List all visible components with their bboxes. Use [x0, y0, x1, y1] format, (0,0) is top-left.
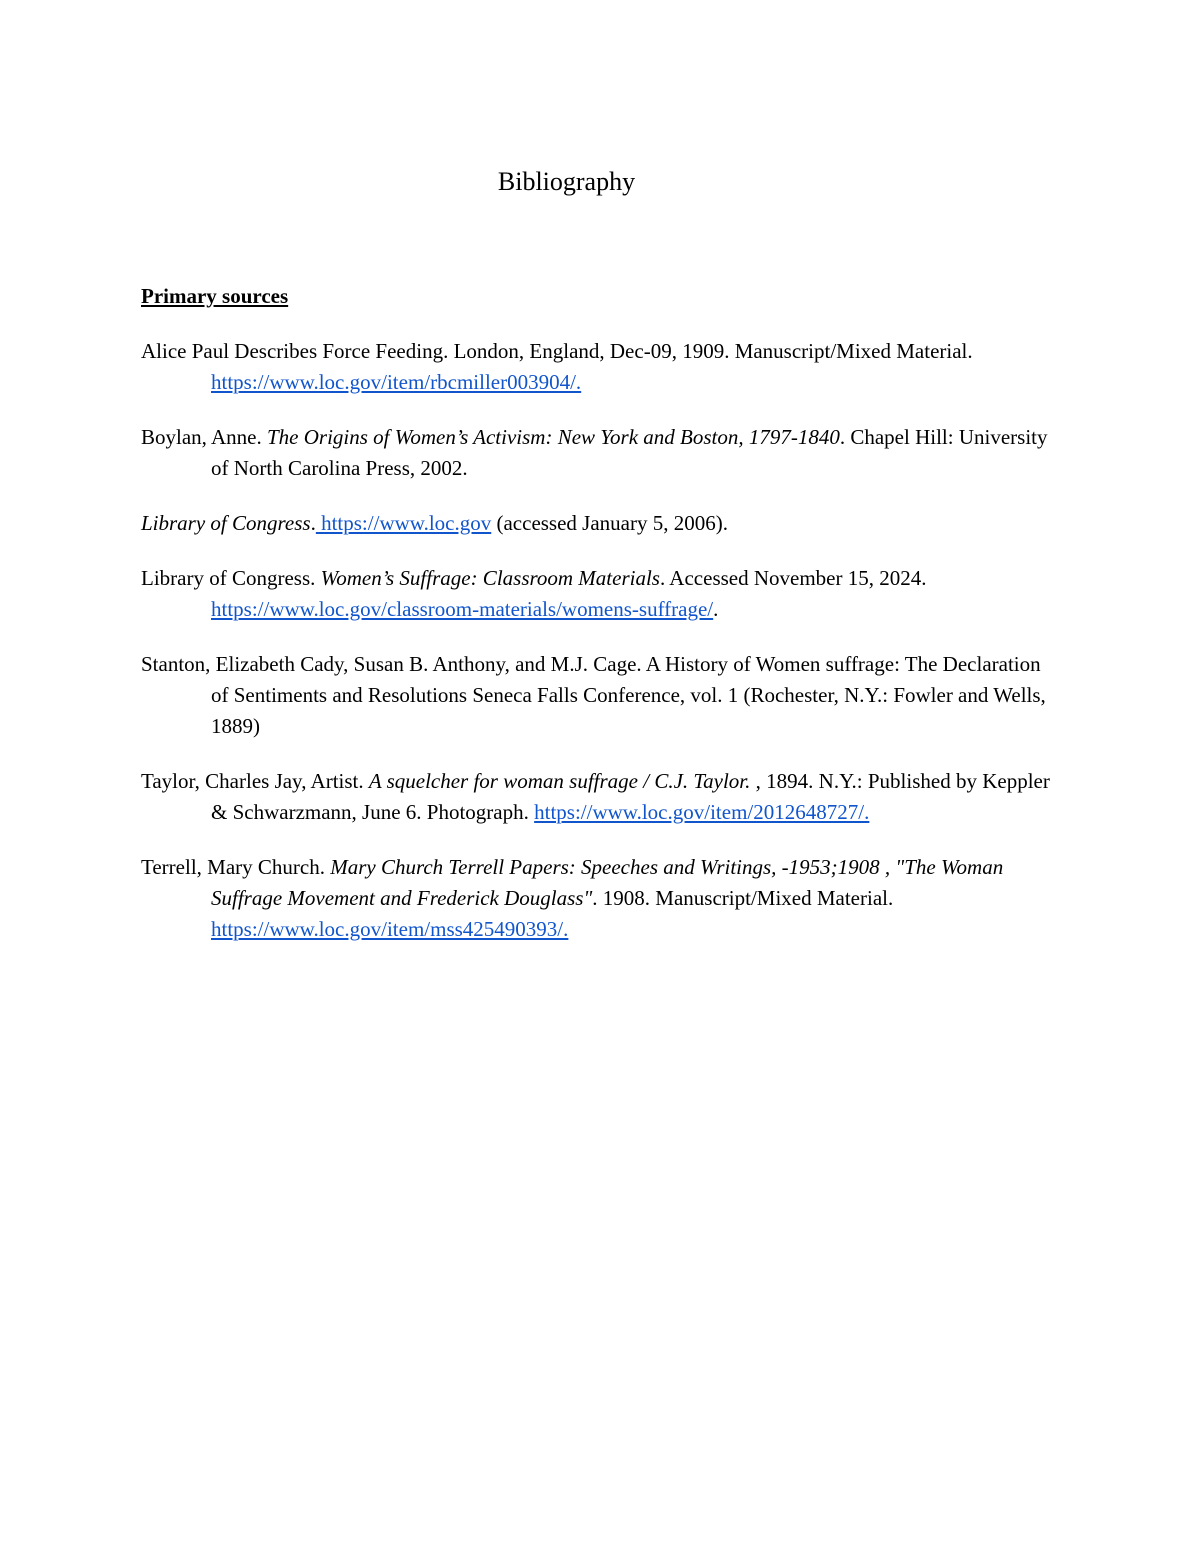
bibliography-entry — [141, 852, 1061, 945]
citation-text: Boylan, Anne. — [141, 425, 267, 449]
citation-text: Terrell, Mary Church. — [141, 855, 331, 879]
citation-text: Library of Congress. — [141, 566, 321, 590]
citation-text: Alice Paul Describes Force Feeding. London, England, Dec-09, 1909. Manuscript/Mixed Material. — [141, 339, 973, 363]
citation-text: . Chapel Hill: University of North Carolina Press, 2002. — [211, 425, 1048, 480]
citation-text: , 1894. N.Y.: Published by Keppler & Schwarzmann, June 6. Photograph. — [211, 769, 1050, 824]
citation-title: Women’s Suffrage: Classroom Materials — [320, 566, 660, 590]
citation-text: . Accessed November 15, 2024. — [659, 566, 927, 590]
citation-text: . — [310, 511, 316, 535]
bibliography-list — [141, 336, 1061, 969]
citation-link[interactable]: https://www.loc.gov — [315, 511, 492, 535]
citation-text: . — [713, 597, 719, 621]
citation-title: Library of Congress — [141, 511, 311, 535]
page-title: Bibliography — [497, 167, 636, 196]
citation-text: (accessed January 5, 2006). — [491, 511, 728, 535]
citation-title: Mary Church Terrell Papers: Speeches and Writings, -1953;1908 , "The Woman Suffrage Movement and Frederick Douglass" — [211, 855, 1004, 910]
citation-title: A squelcher for woman suffrage / C.J. Taylor. — [368, 769, 751, 793]
section-heading-primary-sources: Primary sources — [141, 284, 289, 308]
citation-text: . 1908. Manuscript/Mixed Material. — [592, 886, 894, 910]
bibliography-entry — [141, 563, 1061, 625]
bibliography-entry — [141, 422, 1061, 484]
bibliography-entry — [141, 508, 1061, 539]
citation-text: Stanton, Elizabeth Cady, Susan B. Anthony, and M.J. Cage. A History of Women suffrage: The Declaration of Sentiments and Resolutions Seneca Falls Conference, vol. 1 (Rochester, N.Y.: Fowler and Wells, 1889) — [141, 652, 1046, 738]
citation-link[interactable]: https://www.loc.gov/item/rbcmiller003904/. — [211, 370, 582, 394]
bibliography-entry — [141, 649, 1061, 742]
citation-link[interactable]: https://www.loc.gov/classroom-materials/womens-suffrage/ — [211, 597, 714, 621]
citation-text: Taylor, Charles Jay, Artist. — [141, 769, 369, 793]
bibliography-entry — [141, 766, 1061, 828]
citation-link[interactable]: https://www.loc.gov/item/mss425490393/. — [211, 917, 569, 941]
bibliography-entry — [141, 336, 1061, 398]
citation-link[interactable]: https://www.loc.gov/item/2012648727/. — [534, 800, 870, 824]
citation-title: The Origins of Women’s Activism: New York and Boston, 1797-1840 — [267, 425, 840, 449]
